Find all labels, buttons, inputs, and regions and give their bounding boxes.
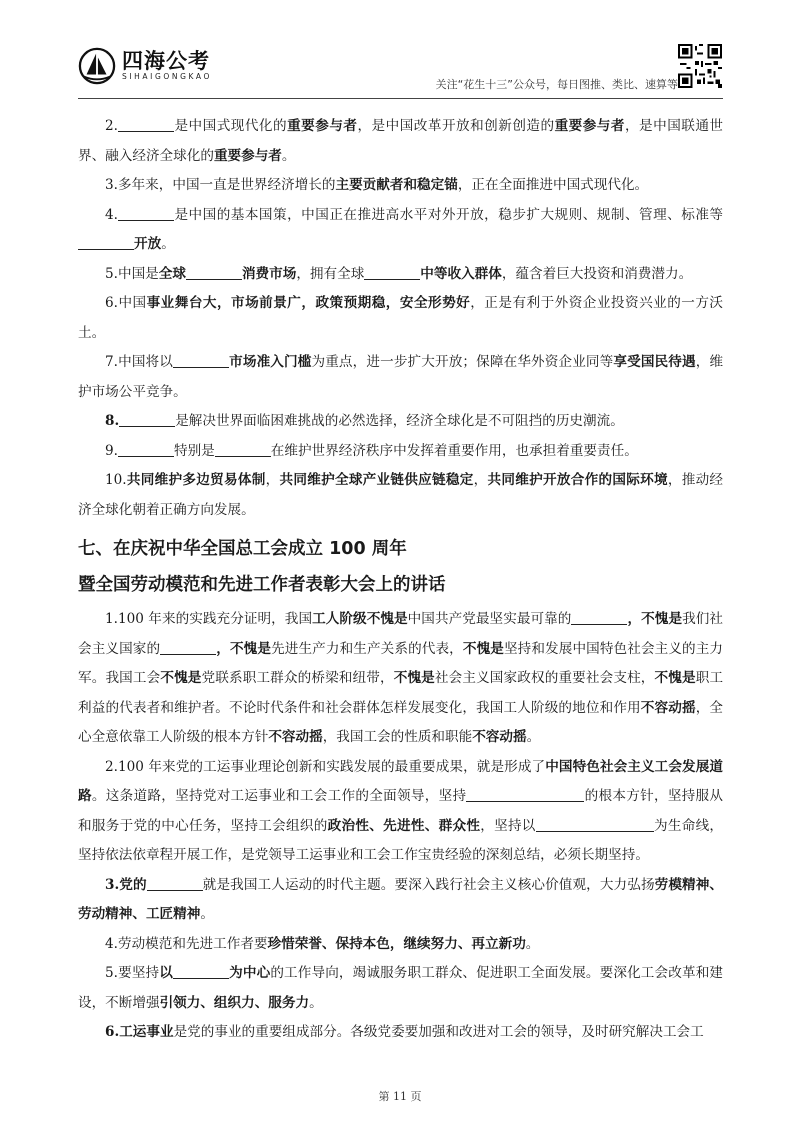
answer-blank xyxy=(78,235,134,250)
section-title: 七、在庆祝中华全国总工会成立 100 周年 xyxy=(78,539,407,559)
sailboat-logo-icon xyxy=(78,47,116,85)
section-title: 暨全国劳动模范和先进工作者表彰大会上的讲话 xyxy=(78,575,446,595)
header-divider xyxy=(78,98,723,99)
answer-blank xyxy=(173,964,229,979)
list-item: 6.工运事业是党的事业的重要组成部分。各级党委要加强和改进对工会的领导，及时研究解决工会工 xyxy=(105,1024,704,1040)
list-item: 10.共同维护多边贸易体制，共同维护全球产业链供应链稳定，共同维护开放合作的国际环境，推动经济全球化朝着正确方向发展。 xyxy=(78,472,724,518)
brand-sub: SIHAIGONGKAO xyxy=(122,72,212,81)
answer-blank xyxy=(147,876,203,891)
answer-blank xyxy=(186,265,242,280)
answer-blank xyxy=(118,442,174,457)
list-item: 4.劳动模范和先进工作者要珍惜荣誉、保持本色，继续努力、再立新功。 xyxy=(105,935,540,952)
answer-blank xyxy=(118,206,174,221)
list-item: 3.多年来，中国一直是世界经济增长的主要贡献者和稳定锚，正在全面推进中国式现代化。 xyxy=(105,177,649,193)
page-number: 第 11 页 xyxy=(378,1090,422,1103)
answer-blank xyxy=(119,412,175,427)
page-header xyxy=(0,0,800,100)
document-body xyxy=(78,112,723,1048)
list-item: 5.中国是全球 消费市场，拥有全球 中等收入群体，蕴含着巨大投资和消费潜力。 xyxy=(105,265,693,282)
answer-blank xyxy=(466,787,584,802)
list-item: 4. 是中国的基本国策，中国正在推进高水平对外开放，稳步扩大规则、规制、管理、标准等开放。 xyxy=(78,201,723,260)
answer-blank xyxy=(364,265,420,280)
list-item: 1.100 年来的实践充分证明，我国工人阶级不愧是中国共产党最坚实最可靠的 ，不愧是我们社会主义国家的 ，不愧是先进生产力和生产关系的代表，不愧是坚持和发展中国特色社会主义的主力军。我国工会不愧是党联系职工群众的桥梁和纽带，不愧是社会主义国家政权的重要社会支柱，不愧是职工利益的代表者和维护者。不论时代条件和社会群体怎样发展变化，我国工人阶级的地位和作用不容动摇，全心全意依靠工人阶级的根本方针不容动摇，我国工会的性质和职能不容动摇。 xyxy=(78,611,724,745)
answer-blank xyxy=(571,610,627,625)
list-item: 6.中国事业舞台大，市场前景广，政策预期稳，安全形势好，正是有利于外资企业投资兴业的一方沃土。 xyxy=(78,295,724,341)
brand-logo xyxy=(78,47,212,85)
answer-blank xyxy=(118,117,174,132)
list-item: 7.中国将以 市场准入门槛为重点，进一步扩大开放；保障在华外资企业同等享受国民待遇，维护市场公平竞争。 xyxy=(78,354,724,400)
brand-name: 四海公考 xyxy=(122,49,210,73)
answer-blank xyxy=(173,353,229,368)
list-item: 9. 特别是 在维护世界经济秩序中发挥着重要作用，也承担着重要责任。 xyxy=(105,442,638,459)
list-item: 2.100 年来党的工运事业理论创新和实践发展的最重要成果，就是形成了中国特色社会主义工会发展道路。这条道路，坚持党对工运事业和工会工作的全面领导，坚持 的根本方针，坚持服从和服务于党的中心任务，坚持工会组织的政治性、先进性、群众性，坚持以 为生命线，坚持依法依章程开展工作，是党领导工运事业和工会工作宝贵经验的深刻总结，必须长期坚持。 xyxy=(78,758,724,863)
answer-blank xyxy=(536,817,654,832)
answer-blank xyxy=(160,640,216,655)
list-item: 2. 是中国式现代化的重要参与者，是中国改革开放和创新创造的重要参与者，是中国联通世界、融入经济全球化的重要参与者。 xyxy=(78,118,724,164)
list-item: 5.要坚持以 为中心的工作导向，竭诚服务职工群众、促进职工全面发展。要深化工会改革和建设，不断增强引领力、组织力、服务力。 xyxy=(78,965,724,1011)
qr-code-icon xyxy=(678,44,722,88)
header-tagline: 关注“花生十三”公众号，每日图推、类比、速算等 xyxy=(435,78,678,91)
answer-blank xyxy=(215,442,271,457)
list-item: 3.党的 就是我国工人运动的时代主题。要深入践行社会主义核心价值观，大力弘扬劳模精神、劳动精神、工匠精神。 xyxy=(78,876,724,922)
list-item: 8. 是解决世界面临困难挑战的必然选择，经济全球化是不可阻挡的历史潮流。 xyxy=(105,413,624,429)
